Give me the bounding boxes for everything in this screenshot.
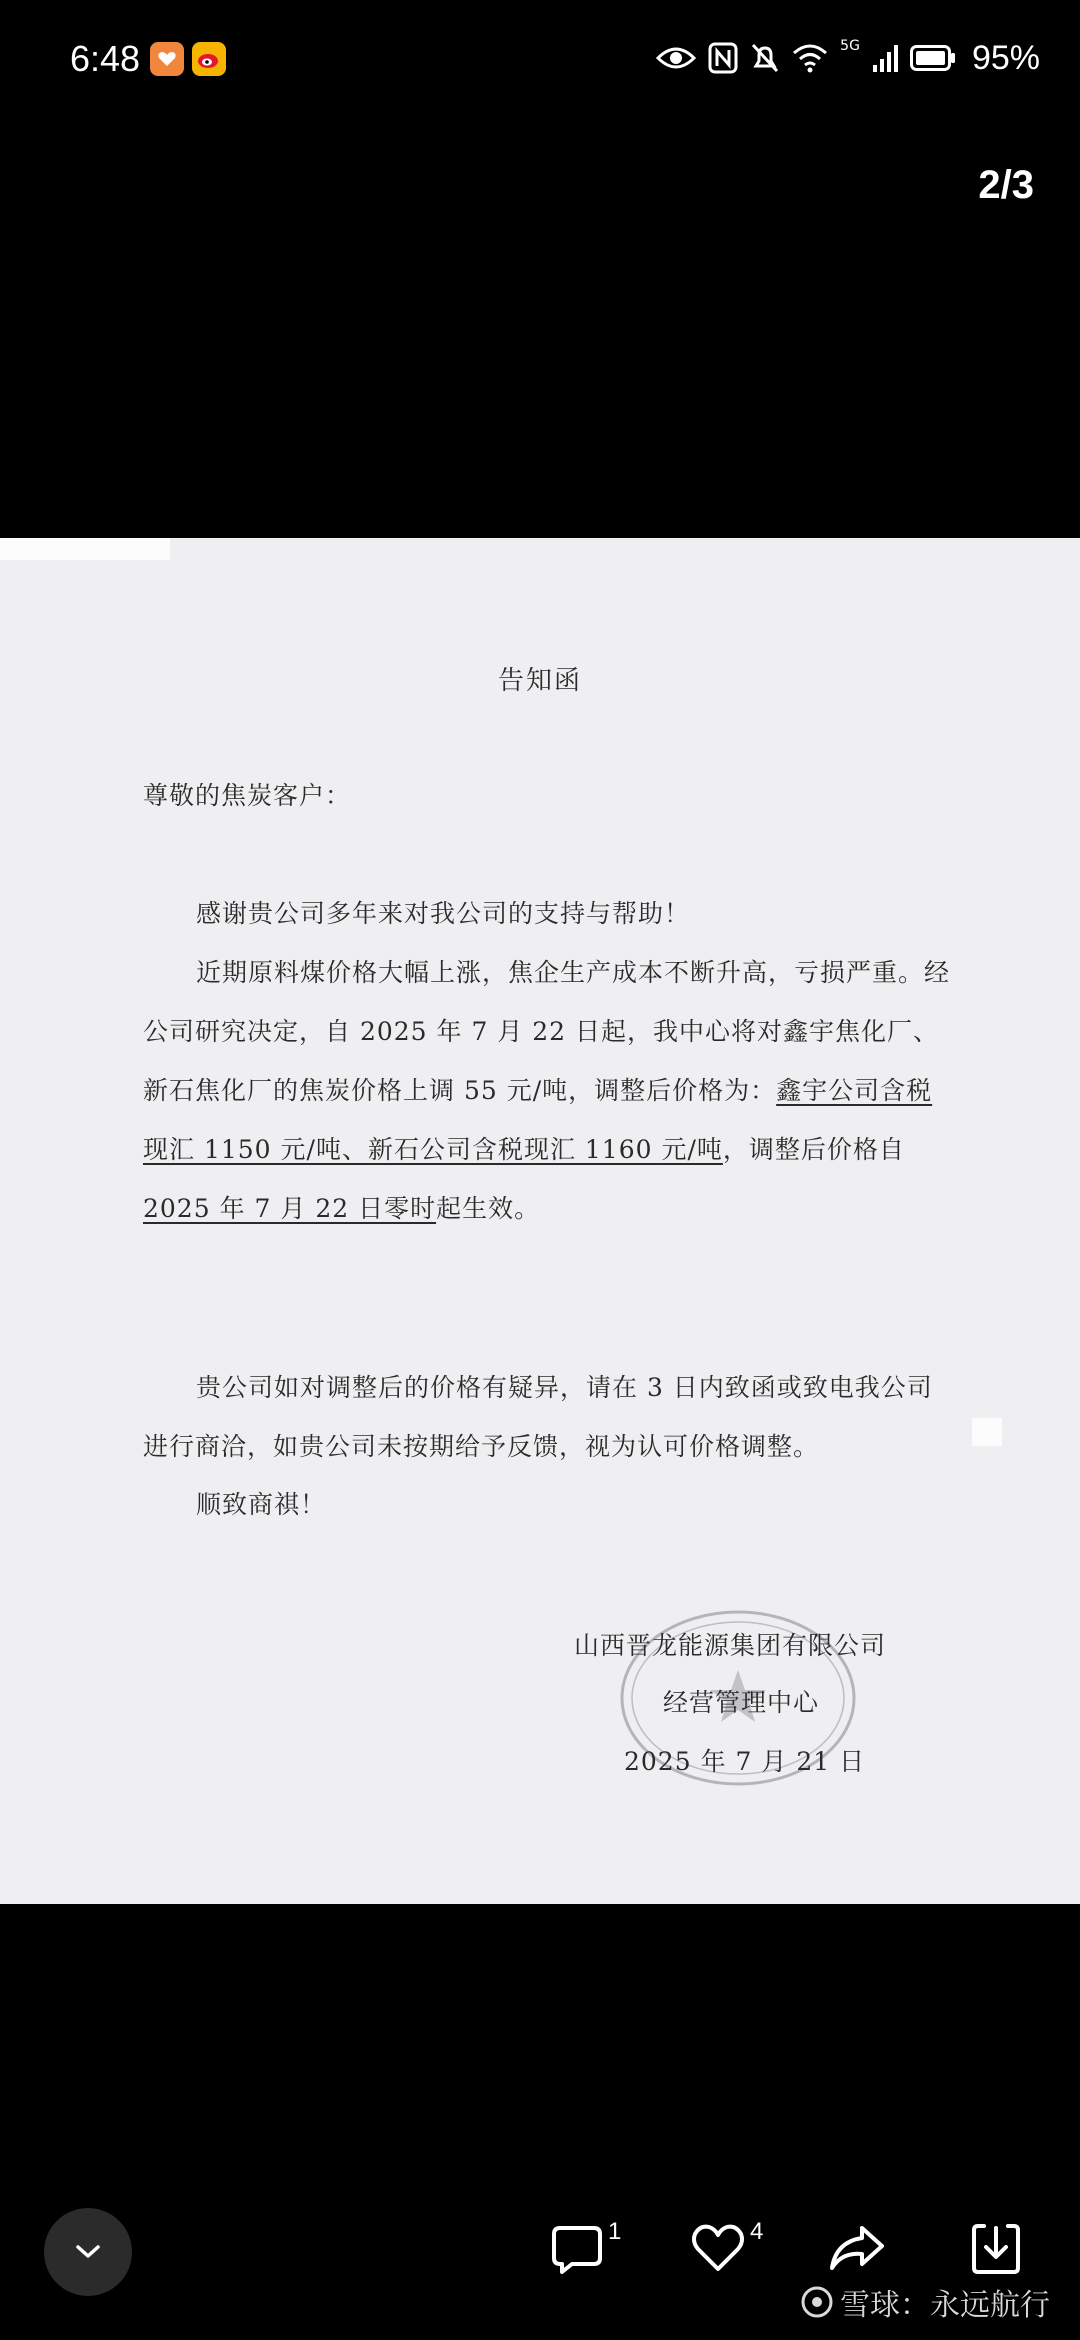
collapse-button[interactable]	[44, 2208, 132, 2296]
wifi-icon	[792, 43, 828, 73]
heart-icon	[690, 2222, 746, 2274]
network-type: 5G	[840, 38, 860, 54]
comment-button[interactable]	[550, 2218, 622, 2278]
comment-icon	[550, 2222, 604, 2276]
scan-speck	[972, 1418, 1002, 1446]
download-icon	[970, 2222, 1022, 2276]
paragraph-text: 起生效。	[436, 1194, 541, 1223]
paragraph-text: ，调整后价格自	[722, 1135, 905, 1164]
like-button[interactable]	[690, 2218, 764, 2278]
paragraph-feedback: 贵公司如对调整后的价格有疑异，请在 3 日内致函或致电我公司进行商洽，如贵公司未按期给予反馈，视为认可价格调整。	[143, 1373, 933, 1461]
battery-icon	[910, 45, 956, 71]
signature-company: 山西晋龙能源集团有限公司	[574, 1631, 887, 1660]
weibo-icon	[192, 42, 226, 76]
download-button[interactable]	[970, 2222, 1022, 2278]
eye-icon	[656, 44, 696, 72]
page-indicator: 2/3	[978, 163, 1034, 207]
like-count: 4	[750, 2218, 764, 2245]
battery-percent: 95%	[971, 38, 1040, 77]
document-title: 告知函	[497, 666, 582, 696]
share-button[interactable]	[828, 2222, 886, 2278]
status-bar	[0, 0, 1080, 120]
nfc-icon	[708, 42, 738, 74]
share-icon	[828, 2222, 886, 2274]
paragraph-thanks: 感谢贵公司多年来对我公司的支持与帮助！	[196, 899, 691, 928]
xueqiu-logo-icon	[800, 2285, 834, 2319]
document-image[interactable]	[0, 538, 1080, 1904]
signal-icon	[872, 43, 898, 73]
paragraph-price-adjustment	[143, 943, 953, 1238]
status-time: 6:48	[70, 38, 141, 79]
salutation: 尊敬的焦炭客户：	[143, 781, 352, 810]
notification-app-icon	[150, 42, 184, 76]
scan-speck	[0, 538, 170, 560]
signature-date: 2025 年 7 月 21 日	[624, 1747, 866, 1776]
paragraph-text: 近期原料煤价格大幅上涨，焦企生产成本不断升高，亏损严重。经公司研究决定，自 2025 年 7 月 22 日起，我中心将对鑫宇焦化厂、新石焦化厂的焦炭价格上调 55 元/吨，调整后价格为：	[143, 958, 951, 1105]
status-icons	[656, 36, 1040, 80]
signature-department: 经营管理中心	[663, 1688, 820, 1717]
mute-bell-icon	[750, 42, 780, 74]
adjusted-price-text: 鑫宇公司含税现汇 1150 元/吨、新石公司含税现汇 1160 元/吨	[143, 1076, 933, 1164]
watermark-text: 雪球：永远航行	[840, 2288, 1050, 2323]
watermark	[800, 2280, 1050, 2324]
comment-count: 1	[608, 2218, 622, 2245]
chevron-down-icon	[73, 2242, 103, 2262]
paragraph-closing: 顺致商祺！	[196, 1490, 327, 1519]
effective-date-text: 2025 年 7 月 22 日零时	[143, 1194, 437, 1223]
